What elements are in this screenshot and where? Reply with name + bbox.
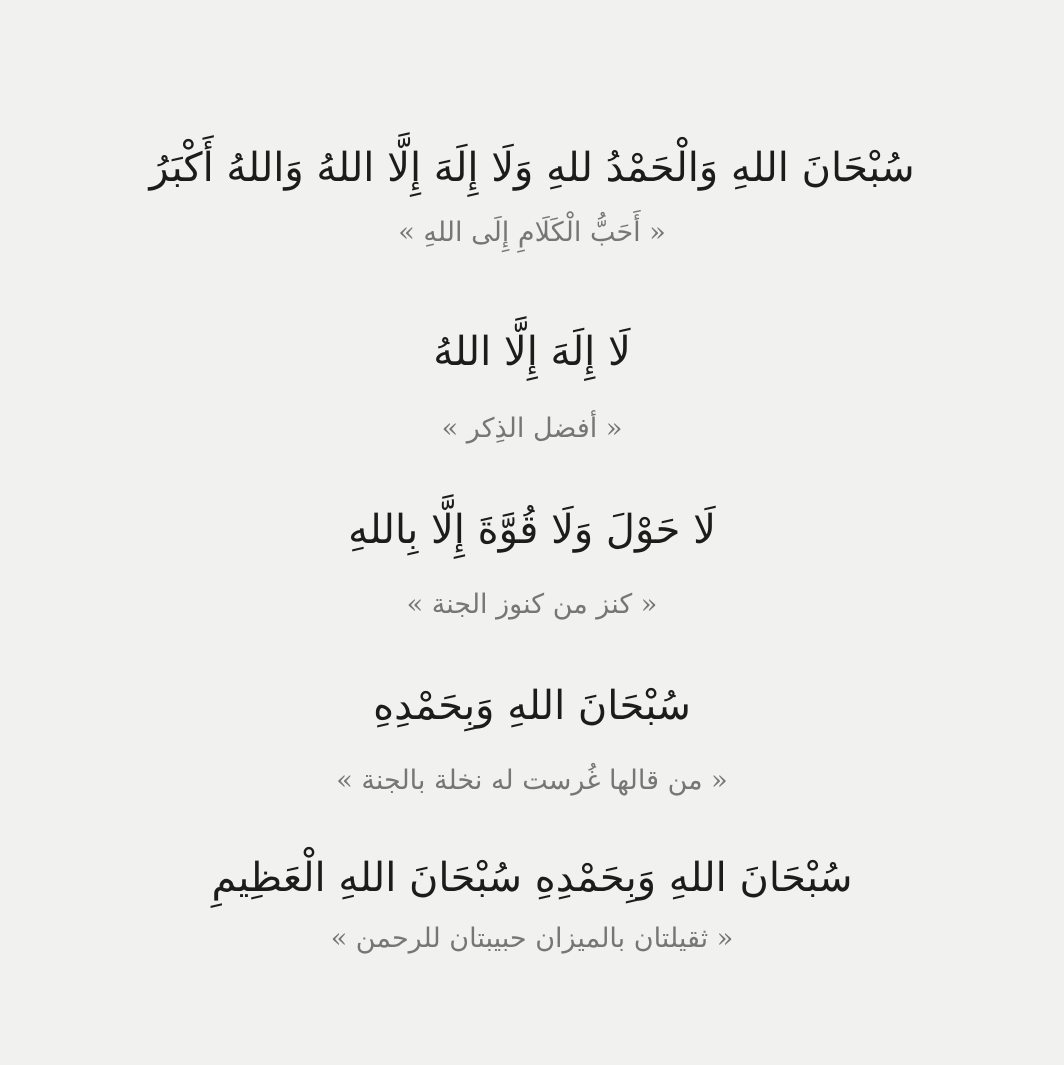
dhikr-block	[0, 848, 1064, 962]
dhikr-block	[0, 500, 1064, 628]
dhikr-virtue: « ثقيلتان بالميزان حبيبتان للرحمن »	[330, 923, 734, 954]
dhikr-text: لَا حَوْلَ وَلَا قُوَّةَ إِلَّا بِاللهِ	[348, 507, 716, 553]
dhikr-text: سُبْحَانَ اللهِ وَالْحَمْدُ للهِ وَلَا إِلَهَ إِلَّا اللهُ وَاللهُ أَكْبَرُ	[149, 145, 915, 191]
dhikr-virtue: « أَحَبُّ الْكَلَامِ إِلَى اللهِ »	[398, 217, 666, 248]
dhikr-virtue: « أفضل الذِكر »	[441, 413, 623, 444]
dhikr-block	[0, 322, 1064, 452]
dhikr-text: لَا إِلَهَ إِلَّا اللهُ	[433, 329, 631, 375]
dhikr-virtue: « من قالها غُرست له نخلة بالجنة »	[336, 765, 728, 796]
dhikr-block	[0, 676, 1064, 804]
dhikr-text: سُبْحَانَ اللهِ وَبِحَمْدِهِ سُبْحَانَ اللهِ الْعَظِيمِ	[211, 855, 853, 901]
dhikr-virtue: « كنز من كنوز الجنة »	[406, 589, 658, 620]
dhikr-text: سُبْحَانَ اللهِ وَبِحَمْدِهِ	[373, 683, 691, 729]
dhikr-block	[0, 138, 1064, 256]
